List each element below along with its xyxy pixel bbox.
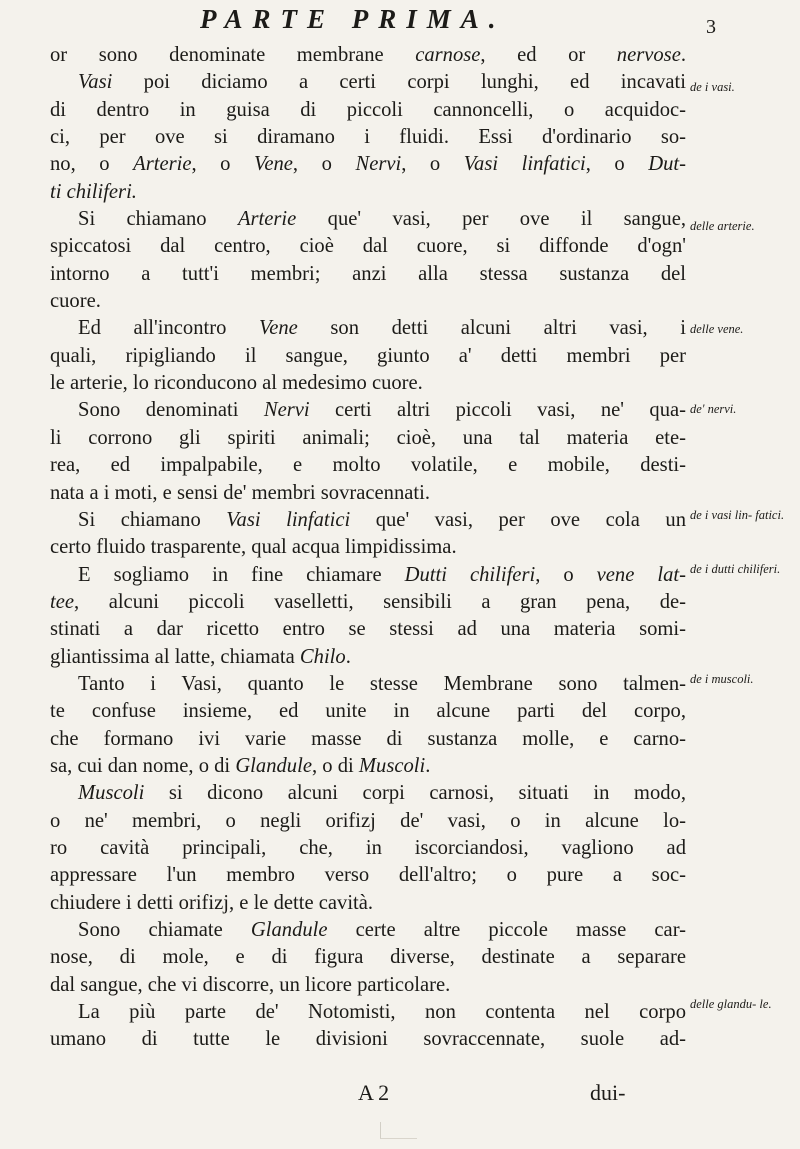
text-line: Tanto i Vasi, quanto le stesse Membrane sono talmen- [78, 672, 686, 695]
text-line: te confuse insieme, ed unite in alcune parti del corpo, [50, 700, 686, 723]
text-line: sa, cui dan nome, o di Glandule, o di Muscoli. [50, 754, 431, 777]
page-footer [0, 1080, 800, 1110]
margin-note-vene: delle vene. [690, 322, 744, 336]
text-line: Vasi poi diciamo a certi corpi lunghi, ed incavati [78, 71, 686, 94]
text-line: La più parte de' Notomisti, non contenta nel corpo [78, 1001, 686, 1024]
margin-note-glandule: delle glandu- le. [690, 997, 772, 1011]
text-line: Ed all'incontro Vene son detti alcuni altri vasi, i [78, 317, 686, 340]
text-line: spiccatosi dal centro, cioè dal cuore, si diffonde d'ogn' [50, 235, 686, 258]
margin-note-linfatici: de i vasi lin- fatici. [690, 508, 785, 522]
text-line: li corrono gli spiriti animali; cioè, una tal materia ete- [50, 426, 686, 449]
text-line: o ne' membri, o negli orifizj de' vasi, o in alcune lo- [50, 809, 686, 832]
text-line: quali, ripigliando il sangue, giunto a' detti membri per [50, 344, 686, 367]
margin-note-arterie: delle arterie. [690, 219, 755, 233]
text-line: Sono chiamate Glandule certe altre piccole masse car- [78, 919, 686, 941]
text-line: cuore. [50, 290, 101, 313]
text-line: or sono denominate membrane carnose, ed or nervose. [50, 44, 686, 66]
text-line: chiudere i detti orifizj, e le dette cavità. [50, 891, 374, 914]
margin-note-nervi: de' nervi. [690, 402, 737, 416]
text-line: Si chiamano Vasi linfatici que' vasi, per ove cola un [78, 508, 686, 531]
text-line: stinati a dar ricetto entro se stessi ad una materia somi- [50, 618, 686, 641]
text-line: nose, di mole, e di figura diverse, destinate a separare [50, 946, 686, 969]
page-number: 3 [706, 16, 716, 38]
text-line: ti chiliferi. [50, 180, 137, 203]
text-line: tee, alcuni piccoli vaselletti, sensibili a gran pena, de- [50, 590, 686, 613]
text-line: Sono denominati Nervi certi altri piccoli vasi, ne' qua- [78, 399, 686, 422]
running-head: PARTE PRIMA. [200, 4, 506, 34]
paper-mark [380, 1122, 417, 1139]
text-line: appressare l'un membro verso dell'altro; o pure a soc- [50, 864, 686, 887]
margin-note-muscoli: de i muscoli. [690, 672, 754, 686]
text-line: intorno a tutt'i membri; anzi alla stessa sustanza del [50, 262, 686, 285]
margin-note-chiliferi: de i dutti chiliferi. [690, 562, 781, 576]
text-line: dal sangue, che vi discorre, un licore particolare. [50, 973, 451, 996]
text-line: umano di tutte le divisioni sovraccennate, suole ad- [50, 1028, 686, 1051]
text-line: ci, per ove si diramano i fluidi. Essi d'ordinario so- [50, 126, 686, 149]
text-line: gliantissima al latte, chiamata Chilo. [50, 645, 351, 668]
margin-note-vasi: de i vasi. [690, 80, 735, 94]
catch-word: dui- [590, 1080, 626, 1105]
body-text [50, 42, 686, 1054]
text-line: nata a i moti, e sensi de' membri sovracennati. [50, 481, 430, 504]
text-line: Muscoli si dicono alcuni corpi carnosi, situati in modo, [78, 782, 686, 805]
text-line: no, o Arterie, o Vene, o Nervi, o Vasi linfatici, o Dut- [50, 153, 687, 176]
signature-mark: A 2 [358, 1080, 390, 1105]
text-line: certo fluido trasparente, qual acqua limpidissima. [50, 536, 457, 559]
text-line: Si chiamano Arterie que' vasi, per ove il sangue, [78, 208, 687, 231]
text-line: le arterie, lo riconducono al medesimo cuore. [50, 372, 423, 395]
text-line: che formano ivi varie masse di sustanza molle, e carno- [50, 727, 686, 750]
text-line: di dentro in guisa di piccoli cannoncelli, o acquidoc- [50, 98, 686, 121]
text-line: E sogliamo in fine chiamare Dutti chiliferi, o vene lat- [78, 563, 686, 586]
text-line: rea, ed impalpabile, e molto volatile, e mobile, desti- [50, 454, 686, 477]
text-line: ro cavità principali, che, in iscorciandosi, vagliono ad [50, 836, 686, 859]
